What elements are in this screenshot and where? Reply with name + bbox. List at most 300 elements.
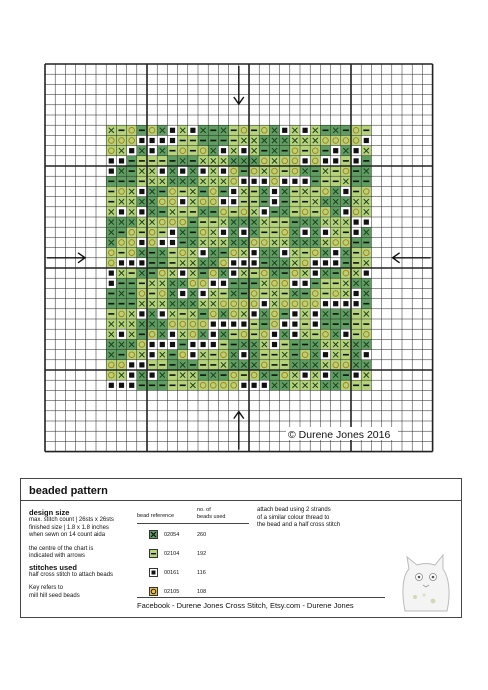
bead-dash-mark xyxy=(170,364,176,366)
bead-dash-mark xyxy=(292,221,298,223)
bead-square-mark xyxy=(139,362,144,367)
bead-dash-mark xyxy=(149,272,155,274)
chart-cell xyxy=(300,207,310,217)
bead-count: 108 xyxy=(197,589,207,595)
bead-dash-mark xyxy=(292,201,298,203)
bead-square-mark xyxy=(241,148,246,153)
bead-dash-mark xyxy=(282,364,288,366)
bead-dash-mark xyxy=(363,303,369,305)
bead-dash-mark xyxy=(272,354,278,356)
bead-dash-mark xyxy=(129,303,135,305)
bead-dash-mark xyxy=(261,323,267,325)
chart-cell xyxy=(259,125,269,135)
bead-square-mark xyxy=(190,342,195,347)
chart-cell xyxy=(239,329,249,339)
attach-line-2: of a similar colour thread to xyxy=(257,514,330,521)
bead-dash-mark xyxy=(149,160,155,162)
stitches-heading: stitches used xyxy=(29,562,77,572)
footer-rule xyxy=(137,597,385,598)
chart-cell xyxy=(290,146,300,156)
bead-dash-mark xyxy=(302,252,308,254)
bead-dash-mark xyxy=(363,130,369,132)
chart-cell xyxy=(106,258,116,268)
chart-cell xyxy=(208,186,218,196)
bead-square-mark xyxy=(241,230,246,235)
chart-cell xyxy=(361,248,371,258)
copyright-text: © Durene Jones 2016 xyxy=(288,429,391,441)
chart-cell xyxy=(198,319,208,329)
chart-cell xyxy=(229,176,239,186)
bead-dash-mark xyxy=(180,191,186,193)
bead-dash-mark xyxy=(282,313,288,315)
bead-dash-mark xyxy=(241,283,247,285)
bead-dash-mark xyxy=(292,344,298,346)
bead-dash-mark xyxy=(200,140,206,142)
chart-cell xyxy=(188,278,198,288)
bead-square-mark xyxy=(272,199,277,204)
bead-square-mark xyxy=(354,291,359,296)
bead-square-mark xyxy=(292,322,297,327)
bead-square-mark xyxy=(150,148,155,153)
attach-line-3: the bead and a half cross stitch xyxy=(257,522,341,528)
bead-swatch-circle xyxy=(149,587,158,596)
bead-dash-mark xyxy=(312,181,318,183)
fabric-note: when sewn on 14 count aida xyxy=(29,532,106,538)
bead-dash-mark xyxy=(231,283,237,285)
bead-square-mark xyxy=(201,291,206,296)
bead-dash-mark xyxy=(119,181,125,183)
bead-square-mark xyxy=(180,169,185,174)
chart-cell xyxy=(341,268,351,278)
key-refers-1: Key refers to xyxy=(29,585,64,591)
bead-square-mark xyxy=(221,169,226,174)
bead-square-mark xyxy=(323,301,328,306)
bead-dash-mark xyxy=(282,221,288,223)
bead-dash-mark xyxy=(221,140,227,142)
chart-cell xyxy=(341,360,351,370)
bead-dash-mark xyxy=(251,283,257,285)
bead-square-mark xyxy=(170,240,175,245)
bead-dash-mark xyxy=(282,150,288,152)
bead-dash-mark xyxy=(159,364,165,366)
bead-square-mark xyxy=(282,128,287,133)
chart-cell xyxy=(218,299,228,309)
bead-dash-mark xyxy=(221,344,227,346)
bead-ref: 02104 xyxy=(164,551,180,557)
bead-dash-mark xyxy=(251,201,257,203)
bead-square-mark xyxy=(150,352,155,357)
bead-dash-mark xyxy=(149,262,155,264)
bead-square-mark xyxy=(323,352,328,357)
chart-cell xyxy=(341,135,351,145)
arrow-right xyxy=(393,253,431,263)
chart-cell xyxy=(269,278,279,288)
bead-dash-mark xyxy=(353,170,359,172)
bead-dash-mark xyxy=(312,211,318,213)
bead-dash-mark xyxy=(323,323,329,325)
bead-square-mark xyxy=(180,271,185,276)
bead-dash-mark xyxy=(180,313,186,315)
bead-dash-mark xyxy=(170,252,176,254)
bead-square-mark xyxy=(119,158,124,163)
bead-square-mark xyxy=(201,342,206,347)
chart-cell xyxy=(229,166,239,176)
arrow-bottom xyxy=(234,412,244,450)
chart-cell xyxy=(127,227,137,237)
bead-dash-mark xyxy=(323,130,329,132)
bead-square-mark xyxy=(282,179,287,184)
bead-square-mark xyxy=(211,342,216,347)
bead-dash-mark xyxy=(333,181,339,183)
bead-dash-mark xyxy=(231,140,237,142)
bead-dash-mark xyxy=(323,150,329,152)
bead-dash-mark xyxy=(353,252,359,254)
chart-cell xyxy=(106,248,116,258)
chart-cell xyxy=(320,135,330,145)
bead-square-mark xyxy=(139,240,144,245)
chart-cell xyxy=(198,146,208,156)
chart-cell xyxy=(188,329,198,339)
bead-square-mark xyxy=(354,158,359,163)
arrow-left xyxy=(47,253,85,263)
chart-cell xyxy=(310,146,320,156)
bead-square-mark xyxy=(139,260,144,265)
bead-square-mark xyxy=(221,281,226,286)
chart-cell xyxy=(137,339,147,349)
bead-dash-mark xyxy=(353,242,359,244)
bead-dash-mark xyxy=(353,313,359,315)
bead-square-mark xyxy=(109,158,114,163)
chart-cell xyxy=(127,350,137,360)
bead-dash-mark xyxy=(190,150,196,152)
bead-square-mark xyxy=(343,189,348,194)
bead-dash-mark xyxy=(159,211,165,213)
bead-dash-mark xyxy=(251,272,257,274)
bead-square-mark xyxy=(119,260,124,265)
bead-dash-mark xyxy=(190,140,196,142)
bead-square-mark xyxy=(211,281,216,286)
chart-cell xyxy=(178,248,188,258)
chart-cell xyxy=(127,248,137,258)
bead-dash-mark xyxy=(139,181,145,183)
bead-dash-mark xyxy=(343,354,349,356)
bead-square-mark xyxy=(129,362,134,367)
bead-square-mark xyxy=(262,209,267,214)
chart-cell xyxy=(320,329,330,339)
bead-dash-mark xyxy=(241,201,247,203)
bead-square-mark xyxy=(231,189,236,194)
bead-square-mark xyxy=(119,332,124,337)
bead-square-mark xyxy=(272,342,277,347)
centre-note-2: indicated with arrows xyxy=(29,553,86,559)
bead-dash-mark xyxy=(241,374,247,376)
bead-dash-mark xyxy=(272,232,278,234)
bead-square-mark xyxy=(170,342,175,347)
bead-square-mark xyxy=(160,311,165,316)
chart-cell xyxy=(167,186,177,196)
bead-square-mark xyxy=(303,128,308,133)
centre-note-1: the centre of the chart is xyxy=(29,545,94,552)
bead-square-mark xyxy=(292,332,297,337)
bead-dash-mark xyxy=(180,344,186,346)
bead-square-mark xyxy=(303,230,308,235)
bead-square-mark xyxy=(364,220,369,225)
bead-dash-mark xyxy=(108,293,114,295)
chart-cell xyxy=(229,248,239,258)
bead-dash-mark xyxy=(261,201,267,203)
chart-cell xyxy=(127,237,137,247)
chart-cell xyxy=(249,288,259,298)
bead-dash-mark xyxy=(149,252,155,254)
bead-dash-mark xyxy=(159,191,165,193)
bead-dash-mark xyxy=(282,170,288,172)
key-refers-2: mill hill seed beads xyxy=(29,592,80,599)
chart-cell xyxy=(116,360,126,370)
chart-cell xyxy=(310,248,320,258)
bead-square-mark xyxy=(211,322,216,327)
bead-square-mark xyxy=(241,322,246,327)
bead-dash-mark xyxy=(108,313,114,315)
chart-cell xyxy=(116,135,126,145)
bead-dash-mark xyxy=(272,364,278,366)
bead-square-mark xyxy=(364,352,369,357)
bead-count: 260 xyxy=(197,532,207,538)
bead-dash-mark xyxy=(210,221,216,223)
bead-row xyxy=(137,526,249,544)
bead-square-mark xyxy=(313,260,318,265)
bead-square-mark xyxy=(190,352,195,357)
bead-dash-mark xyxy=(129,181,135,183)
bead-dash-mark xyxy=(231,334,237,336)
bead-dash-mark xyxy=(282,272,288,274)
bead-dash-mark xyxy=(149,293,155,295)
chart-cell xyxy=(137,288,147,298)
bead-square-mark xyxy=(109,281,114,286)
chart-cell xyxy=(239,299,249,309)
bead-dash-mark xyxy=(302,201,308,203)
chart-cell xyxy=(269,166,279,176)
bead-square-mark xyxy=(343,209,348,214)
chart-cell xyxy=(361,186,371,196)
bead-dash-mark xyxy=(261,232,267,234)
chart-cell xyxy=(178,350,188,360)
chart-cell xyxy=(280,299,290,309)
bead-dash-mark xyxy=(353,385,359,387)
bead-dash-mark xyxy=(343,232,349,234)
footer-credits: Facebook - Durene Jones Cross Stitch, Etsy.com - Durene Jones xyxy=(137,601,354,610)
chart-cell xyxy=(167,217,177,227)
bead-dash-mark xyxy=(231,344,237,346)
bead-square-mark xyxy=(139,311,144,316)
bead-dash-mark xyxy=(180,242,186,244)
bead-dash-mark xyxy=(241,170,247,172)
bead-square-mark xyxy=(323,260,328,265)
bead-square-mark xyxy=(323,230,328,235)
bead-dash-mark xyxy=(221,191,227,193)
bead-square-mark xyxy=(303,158,308,163)
col-bead-reference: bead reference xyxy=(137,513,174,519)
chart-cell xyxy=(229,380,239,390)
bead-dash-mark xyxy=(210,364,216,366)
chart-cell xyxy=(290,268,300,278)
chart-cell xyxy=(116,237,126,247)
chart-cell xyxy=(351,135,361,145)
chart-cell xyxy=(290,299,300,309)
bead-square-mark xyxy=(252,179,257,184)
table-rule xyxy=(137,523,249,524)
chart-cell xyxy=(239,207,249,217)
bead-ref: 02054 xyxy=(164,532,180,538)
bead-square-mark xyxy=(129,383,134,388)
bead-square-mark xyxy=(272,332,277,337)
bead-dash-mark xyxy=(231,211,237,213)
bead-row xyxy=(137,564,249,582)
bead-square-mark xyxy=(139,189,144,194)
bead-dash-mark xyxy=(210,354,216,356)
bead-square-mark xyxy=(221,230,226,235)
bead-square-mark xyxy=(221,199,226,204)
bead-dash-mark xyxy=(323,293,329,295)
bead-square-mark xyxy=(282,250,287,255)
bead-square-mark xyxy=(160,138,165,143)
bead-square-mark xyxy=(211,332,216,337)
chart-cell xyxy=(341,237,351,247)
bead-dash-mark xyxy=(119,303,125,305)
bead-square-mark xyxy=(231,260,236,265)
bead-dash-mark xyxy=(282,344,288,346)
bead-dash-mark xyxy=(302,323,308,325)
bead-square-mark xyxy=(354,373,359,378)
bead-dash-mark xyxy=(241,293,247,295)
panel-title: beaded pattern xyxy=(29,485,108,497)
bead-ref: 02105 xyxy=(164,589,180,595)
bead-square-mark xyxy=(252,383,257,388)
bead-dash-mark xyxy=(108,191,114,193)
bead-dash-mark xyxy=(129,283,135,285)
bead-dash-mark xyxy=(180,140,186,142)
bead-dash-mark xyxy=(129,272,135,274)
bead-dash-mark xyxy=(119,354,125,356)
bead-square-mark xyxy=(303,281,308,286)
bead-dash-mark xyxy=(251,323,257,325)
chart-cell xyxy=(167,197,177,207)
chart-cell xyxy=(310,288,320,298)
bead-square-mark xyxy=(201,169,206,174)
chart-cell xyxy=(218,380,228,390)
chart-cell xyxy=(208,380,218,390)
chart-cell xyxy=(147,237,157,247)
bead-dash-mark xyxy=(170,374,176,376)
chart-cell xyxy=(229,299,239,309)
bead-dash-mark xyxy=(210,140,216,142)
chart-cell xyxy=(341,380,351,390)
bead-swatch-square xyxy=(149,568,158,577)
bead-square-mark xyxy=(119,383,124,388)
bead-dash-mark xyxy=(180,385,186,387)
stitches-note: half cross stitch to attach beads xyxy=(29,571,114,578)
bead-dash-mark xyxy=(302,150,308,152)
bead-dash-mark xyxy=(170,385,176,387)
chart-cell xyxy=(157,268,167,278)
chart-cell xyxy=(351,125,361,135)
bead-square-mark xyxy=(252,260,257,265)
bead-dash-mark xyxy=(333,323,339,325)
bead-dash-mark xyxy=(353,191,359,193)
chart-cell xyxy=(259,360,269,370)
bead-dash-mark xyxy=(170,150,176,152)
chart-cell xyxy=(361,329,371,339)
bead-dash-mark xyxy=(200,313,206,315)
chart-cell xyxy=(280,227,290,237)
bead-square-mark xyxy=(109,271,114,276)
bead-dash-mark xyxy=(261,293,267,295)
bead-dash-mark xyxy=(139,130,145,132)
chart-cell xyxy=(280,278,290,288)
bead-square-mark xyxy=(170,138,175,143)
chart-cell xyxy=(320,207,330,217)
bead-square-mark xyxy=(129,373,134,378)
finished-size: finished size | 1.8 x 1.8 inches xyxy=(29,524,109,531)
bead-square-mark xyxy=(313,271,318,276)
bead-square-mark xyxy=(139,138,144,143)
bead-ref: 00161 xyxy=(164,570,180,576)
chart-cell xyxy=(178,217,188,227)
bead-square-mark xyxy=(364,271,369,276)
bead-square-mark xyxy=(262,301,267,306)
divider xyxy=(21,500,461,501)
bead-square-mark xyxy=(160,240,165,245)
bead-square-mark xyxy=(333,148,338,153)
bead-square-mark xyxy=(292,281,297,286)
bead-dash-mark xyxy=(108,201,114,203)
bead-square-mark xyxy=(313,322,318,327)
bead-square-mark xyxy=(150,342,155,347)
bead-square-mark xyxy=(272,189,277,194)
bead-dash-mark xyxy=(343,374,349,376)
bead-dash-mark xyxy=(302,344,308,346)
bead-dash-mark xyxy=(312,170,318,172)
chart-cell xyxy=(188,319,198,329)
chart-cell xyxy=(259,268,269,278)
bead-square-mark xyxy=(303,179,308,184)
bead-square-mark xyxy=(139,209,144,214)
bead-dash-mark xyxy=(292,354,298,356)
chart-cell xyxy=(106,135,116,145)
bead-dash-mark xyxy=(149,385,155,387)
bead-dash-mark xyxy=(312,191,318,193)
bead-dash-mark xyxy=(221,293,227,295)
chart-cell xyxy=(106,146,116,156)
chart-cell xyxy=(157,217,167,227)
chart-cell xyxy=(280,370,290,380)
bead-dash-mark xyxy=(323,283,329,285)
bead-square-mark xyxy=(180,199,185,204)
bead-dash-mark xyxy=(200,221,206,223)
chart-cell xyxy=(259,237,269,247)
bead-dash-mark xyxy=(251,191,257,193)
bead-dash-mark xyxy=(190,364,196,366)
bead-dash-mark xyxy=(272,221,278,223)
bead-square-mark xyxy=(252,250,257,255)
bead-square-mark xyxy=(129,260,134,265)
stitch-count: max. stitch count | 26sts x 26sts xyxy=(29,517,114,523)
chart-cell xyxy=(116,186,126,196)
bead-swatch-dash xyxy=(149,549,158,558)
bead-dash-mark xyxy=(363,323,369,325)
bead-dash-mark xyxy=(108,303,114,305)
bead-dash-mark xyxy=(190,160,196,162)
bead-square-mark xyxy=(292,179,297,184)
